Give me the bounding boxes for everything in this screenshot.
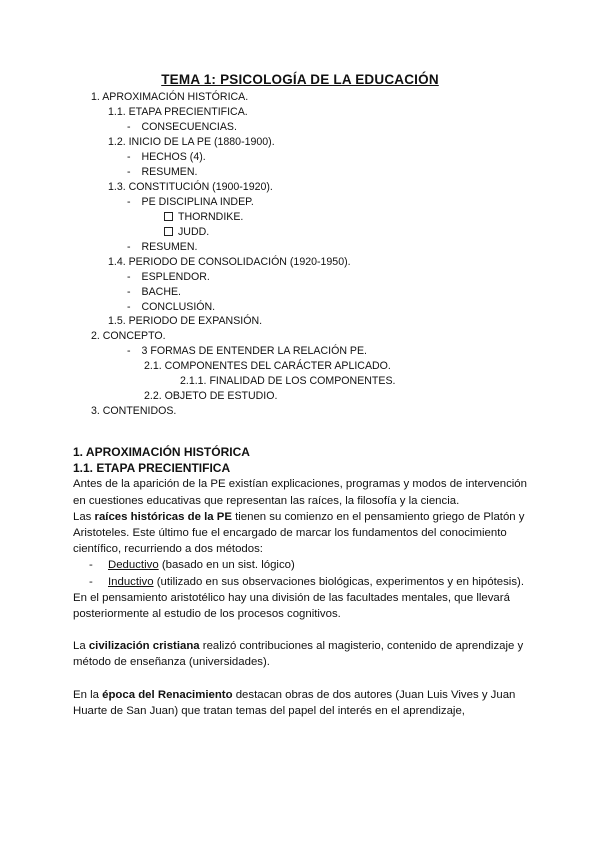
toc-item: 2.1.1. FINALIDAD DE LOS COMPONENTES. [180,375,396,387]
toc-item: 3. CONTENIDOS. [91,405,177,417]
section-heading: 1. APROXIMACIÓN HISTÓRICA [73,445,250,459]
checkbox-icon [164,227,173,236]
toc-item: - HECHOS (4). [127,151,206,163]
paragraph: Antes de la aparición de la PE existían explicaciones, programas y modos de intervención en cuestiones educativas que representan las raíces, la filosofía y la ciencia. [73,478,527,507]
toc-item: THORNDIKE. [164,210,243,224]
document-title: TEMA 1: PSICOLOGÍA DE LA EDUCACIÓN [161,72,439,87]
paragraph: Las raíces históricas de la PE tienen su comienzo en el pensamiento griego de Platón y Aristoteles. Este último fue el encargado de marcar los fundamentos del conocimiento científico, recurriendo a dos métodos: [73,510,525,556]
toc-item: 1.4. PERIODO DE CONSOLIDACIÓN (1920-1950). [108,256,351,268]
toc-item: 2.1. COMPONENTES DEL CARÁCTER APLICADO. [144,360,391,372]
toc-item: - PE DISCIPLINA INDEP. [127,196,254,208]
checkbox-icon [164,212,173,221]
toc-item: 1. APROXIMACIÓN HISTÓRICA. [91,91,249,103]
toc-item: - CONSECUENCIAS. [127,121,237,133]
toc-item: 1.1. ETAPA PRECIENTIFICA. [108,106,248,118]
document-body [73,444,533,719]
paragraph: En la época del Renacimiento destacan obras de dos autores (Juan Luis Vives y Juan Huarte de San Juan) que tratan temas del papel del interés en el aprendizaje, [73,688,516,717]
subsection-heading: 1.1. ETAPA PRECIENTIFICA [73,461,231,476]
toc-item: - RESUMEN. [127,166,198,178]
toc-item: 1.2. INICIO DE LA PE (1880-1900). [108,136,275,148]
list-item: - Inductivo (utilizado en sus observaciones biológicas, experimentos y en hipótesis). [89,575,524,588]
list-item: - Deductivo (basado en un sist. lógico) [89,559,295,572]
toc-item: JUDD. [164,225,209,239]
toc-item: - ESPLENDOR. [127,271,210,283]
toc-item: 2. CONCEPTO. [91,330,166,342]
toc-item: 1.5. PERIODO DE EXPANSIÓN. [108,315,263,327]
toc-item: - CONCLUSIÓN. [127,301,216,313]
toc-item: - RESUMEN. [127,241,198,253]
paragraph: La civilización cristiana realizó contribuciones al magisterio, contenido de aprendizaje y método de enseñanza (universidades). [73,640,524,669]
toc-item: 1.3. CONSTITUCIÓN (1900-1920). [108,181,273,193]
paragraph: En el pensamiento aristotélico hay una división de las facultades mentales, que llevará posteriormente al estudio de los procesos cognitivos. [73,591,510,621]
toc-item: 2.2. OBJETO DE ESTUDIO. [144,390,278,402]
toc-item: - BACHE. [127,286,181,298]
toc-item: - 3 FORMAS DE ENTENDER LA RELACIÓN PE. [127,345,367,357]
